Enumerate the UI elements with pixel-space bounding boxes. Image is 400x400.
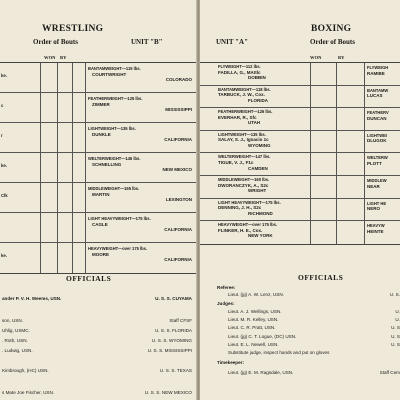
boxer-name: FLINKER, H. E., Cox. [218, 227, 263, 233]
boxer-entry [218, 177, 306, 194]
boxer-entry [218, 132, 306, 149]
column-divider [364, 86, 365, 108]
boxer-ship: DOBBIN [248, 75, 266, 81]
column-divider [57, 93, 58, 122]
column-divider [40, 93, 41, 122]
weight-class: WELTERWEIGHT—147 lbs. [218, 154, 271, 160]
column-divider [85, 213, 86, 242]
column-divider [336, 199, 337, 221]
column-divider [336, 63, 337, 85]
wrestler-entry [88, 66, 192, 83]
official-name: Lieut. M. R. Kelley, USN. [228, 317, 279, 322]
column-divider [310, 199, 311, 221]
boxing-bout-row [200, 108, 400, 131]
official-name: Uhlig, USMC. [2, 328, 30, 333]
official-name: Substitute judge, inspect hands and put on gloves [228, 350, 330, 355]
boxer-name: SALAY, S. J., Ignacio 1c [218, 137, 269, 143]
weight-class: LIGHTWEIGHT—135 lbs. [218, 131, 266, 137]
opponent-weight-class: MIDDLEW [367, 177, 387, 183]
boxing-bout-row [200, 199, 400, 222]
column-divider [364, 63, 365, 85]
boxing-bout-row [200, 153, 400, 176]
boxer-name: DWORANCZYK, A., S2c [218, 182, 269, 188]
boxing-subtitle: Order of Bouts [310, 38, 355, 46]
official-name: son, USN. [2, 318, 23, 323]
clipped-opponent-name: c [1, 103, 4, 108]
column-divider [336, 176, 337, 198]
ship-name: CALIFORNIA [164, 137, 192, 143]
column-divider [85, 153, 86, 182]
opponent-entry-clipped [367, 88, 388, 99]
won-column-header: WON [310, 55, 322, 60]
official-line [2, 318, 192, 323]
wrestling-officials-title: OFFICIALS [66, 274, 112, 283]
official-name: ander P. V. H. Weems, USN. [2, 296, 62, 301]
official-ship: U. S. S. TEXAS [159, 368, 192, 373]
wrestler-name: MOORE [92, 251, 110, 257]
wrestler-entry [88, 96, 192, 113]
ship-name: NEW MEXICO [162, 167, 192, 173]
official-name: Lieut. (jg) A. W. Lenz, USN. [228, 292, 284, 297]
opponent-name: NERO [367, 206, 381, 212]
opponent-name: DUNCAN [367, 115, 387, 121]
weight-class: LIGHTWEIGHT—135 lbs. [88, 126, 136, 131]
official-ship: U. S. S. CUYAMA [155, 296, 192, 301]
ship-name: CALIFORNIA [164, 227, 192, 233]
column-divider [310, 153, 311, 175]
weight-class: BANTAMWEIGHT—118 lbs. [218, 86, 271, 92]
boxer-entry [218, 200, 306, 217]
opponent-entry-clipped [367, 65, 388, 76]
opponent-weight-class: LIGHTWEI [367, 132, 388, 138]
official-ship: Staff CFSF [169, 318, 192, 323]
boxing-officials-title: OFFICIALS [298, 273, 344, 282]
weight-class: MIDDLEWEIGHT—160 lbs. [218, 176, 270, 182]
column-divider [364, 221, 365, 244]
official-role-heading [217, 301, 400, 306]
official-line [228, 292, 400, 297]
boxer-name: DENNING, J. H., S2c [218, 205, 262, 211]
column-divider [40, 213, 41, 242]
opponent-name: HEINTE [367, 228, 384, 234]
boxer-ship: CAMDEN [248, 165, 268, 171]
boxer-ship: NEW YORK [248, 233, 273, 239]
clipped-opponent-name: ke. [1, 163, 7, 168]
weight-class: BANTAMWEIGHT—115 lbs. [88, 66, 141, 71]
column-divider [57, 183, 58, 212]
column-divider [57, 243, 58, 273]
official-ship: U. S. S. MISSISSIPPI [147, 348, 192, 353]
weight-class: HEAVYWEIGHT—over 175 lbs. [88, 246, 148, 251]
opponent-weight-class: FEATHERV [367, 110, 389, 116]
by-column-header: BY [338, 55, 345, 60]
ship-name: CALIFORNIA [164, 257, 192, 263]
column-divider [40, 243, 41, 273]
wrestler-name: SCHNELLING [92, 161, 122, 167]
official-ship: U. [395, 309, 400, 314]
boxer-entry [218, 87, 306, 104]
wrestling-bout-row [0, 183, 196, 213]
column-divider [364, 153, 365, 175]
official-line [228, 325, 400, 330]
column-divider [310, 108, 311, 130]
boxer-entry [218, 64, 306, 81]
official-name: Kimbrough, (HC) USN. [2, 368, 49, 373]
official-ship: U. S [391, 325, 400, 330]
official-ship: U. S. [389, 292, 400, 297]
boxing-bout-row [200, 176, 400, 199]
column-divider [72, 123, 73, 152]
column-divider [40, 183, 41, 212]
column-divider [336, 153, 337, 175]
boxing-unit: UNIT "A" [216, 38, 248, 46]
boxing-bout-row [200, 86, 400, 109]
column-divider [336, 221, 337, 244]
wrestling-bout-row [0, 123, 196, 153]
wrestling-bout-row [0, 63, 196, 93]
clipped-opponent-name: ke. [1, 73, 7, 78]
column-divider [72, 93, 73, 122]
official-line [228, 309, 400, 314]
weight-class: LIGHT HEAVYWEIGHT—175 lbs. [88, 216, 151, 221]
boxing-bout-row [200, 221, 400, 244]
official-ship: Staff Cem [379, 370, 400, 375]
weight-class: FEATHERWEIGHT—125 lbs. [88, 96, 143, 101]
column-divider [85, 243, 86, 273]
column-divider [310, 176, 311, 198]
official-line [228, 342, 400, 347]
column-divider [336, 131, 337, 153]
official-line [2, 296, 192, 301]
column-divider [40, 153, 41, 182]
boxer-ship: UTAH [248, 120, 261, 126]
ship-name: LEXINGTON [165, 197, 192, 203]
official-line [228, 370, 400, 375]
boxing-page [200, 0, 400, 400]
wrestling-page [0, 0, 197, 400]
official-name: Judges: [217, 301, 235, 306]
wrestler-entry [88, 156, 192, 173]
wrestler-entry [88, 126, 192, 143]
opponent-weight-class: HEAVYW [367, 223, 385, 229]
official-name: Lieut. C. R. Pratt, USN. [228, 325, 276, 330]
boxer-entry [218, 109, 306, 126]
boxing-bout-row [200, 63, 400, 86]
clipped-opponent-name: r [1, 133, 3, 138]
boxer-name: TIGUE, V. J., F1c [218, 159, 254, 165]
won-column-header: WON [44, 55, 56, 60]
official-name: Timekeeper: [217, 360, 244, 365]
official-line [2, 338, 192, 343]
column-divider [40, 63, 41, 92]
official-name: . Roth, USN. [2, 338, 28, 343]
column-divider [310, 63, 311, 85]
boxer-entry [218, 222, 306, 239]
opponent-name: LUCAS [367, 93, 383, 99]
boxer-name: FADILLA, G., MAttlc [218, 69, 261, 75]
official-ship: U. S [391, 334, 400, 339]
opponent-entry-clipped [367, 155, 388, 166]
wrestler-entry [88, 186, 192, 203]
clipped-opponent-name: ke. [1, 253, 7, 258]
column-divider [310, 131, 311, 153]
official-line [2, 328, 192, 333]
column-divider [310, 221, 311, 244]
column-divider [72, 63, 73, 92]
official-name: Lieut. (jg) C. T. Logue, (DC) USN. [228, 334, 297, 339]
column-divider [72, 183, 73, 212]
opponent-weight-class: WELTERW [367, 155, 388, 161]
boxing-title: BOXING [311, 24, 352, 34]
official-line [228, 317, 400, 322]
official-name: . Ludwig, USN. [2, 348, 33, 353]
wrestler-name: COURTWRIGHT [92, 71, 127, 77]
wrestler-entry [88, 246, 192, 263]
official-line [2, 390, 192, 395]
weight-class: FEATHERWEIGHT—126 lbs. [218, 109, 273, 115]
column-divider [57, 123, 58, 152]
opponent-entry-clipped [367, 223, 385, 234]
wrestler-entry [88, 216, 192, 233]
opponent-weight-class: FLYWEIGH [367, 65, 389, 70]
wrestler-name: DUNKLE [92, 131, 111, 137]
official-line [228, 334, 400, 339]
column-divider [85, 123, 86, 152]
boxer-ship: WRIGHT [248, 188, 267, 194]
boxer-ship: FLORIDA [248, 97, 268, 103]
boxer-name: TARBUCK, J. W., Cox. [218, 92, 265, 98]
wrestling-subtitle: Order of Bouts [33, 38, 78, 46]
boxing-bouts-table [200, 62, 400, 245]
column-divider [72, 243, 73, 273]
clipped-opponent-name: Clk [1, 193, 8, 198]
opponent-entry-clipped [367, 201, 386, 212]
column-divider [72, 153, 73, 182]
opponent-name: PLOTT [367, 160, 382, 166]
official-name: Lieut. A. J. Wellings, USN. [228, 309, 282, 314]
opponent-name: RAMIBE [367, 70, 385, 76]
official-name: Referee: [217, 285, 236, 290]
official-role-heading [217, 285, 400, 290]
opponent-weight-class: BANTAMW [367, 87, 389, 93]
opponent-entry-clipped [367, 110, 389, 121]
column-divider [364, 199, 365, 221]
opponent-name: DLUGOK [367, 138, 387, 144]
weight-class: LIGHT HEAVYWEIGHT—175 lbs. [218, 199, 281, 205]
column-divider [40, 123, 41, 152]
wrestling-bouts-table [0, 62, 196, 274]
column-divider [72, 213, 73, 242]
opponent-entry-clipped [367, 178, 387, 189]
official-name: Lieut. (jg) E. M. Ragsdale, USN. [228, 370, 294, 375]
column-divider [310, 86, 311, 108]
opponent-weight-class: LIGHT HE [367, 200, 387, 206]
wrestler-name: MARTIN [92, 191, 110, 197]
ship-name: MISSISSIPPI [165, 107, 192, 113]
column-divider [364, 176, 365, 198]
boxer-ship: WYOMING [248, 142, 271, 148]
official-line [228, 350, 400, 355]
weight-class: WELTERWEIGHT—145 lbs. [88, 156, 141, 161]
wrestling-title: WRESTLING [42, 24, 104, 34]
wrestling-bout-row [0, 213, 196, 243]
official-ship: U. S. S. WYOMING [151, 338, 192, 343]
official-line [2, 348, 192, 353]
column-divider [85, 93, 86, 122]
weight-class: MIDDLEWEIGHT—155 lbs. [88, 186, 140, 191]
wrestler-name: ZIMMER [92, 101, 110, 107]
column-divider [85, 63, 86, 92]
column-divider [57, 153, 58, 182]
wrestling-bout-row [0, 153, 196, 183]
official-ship: U. S. S. NEW MEXICO [144, 390, 192, 395]
boxer-entry [218, 154, 306, 171]
column-divider [364, 108, 365, 130]
ship-name: COLORADO [165, 77, 192, 83]
column-divider [85, 183, 86, 212]
official-line [2, 368, 192, 373]
column-divider [57, 213, 58, 242]
column-divider [336, 86, 337, 108]
wrestling-bout-row [0, 243, 196, 273]
wrestling-unit: UNIT "B" [131, 38, 163, 46]
official-ship: U. [395, 317, 400, 322]
official-ship: U. S [391, 342, 400, 347]
weight-class: FLYWEIGHT—112 lbs. [218, 64, 261, 69]
official-name: s Mate Joe Fischer, USN. [2, 390, 55, 395]
column-divider [364, 131, 365, 153]
wrestler-name: CAGLE [92, 221, 108, 227]
column-divider [57, 63, 58, 92]
official-role-heading [217, 360, 400, 365]
boxer-name: EVERHAR, R., Sfc [218, 114, 257, 120]
official-ship: U. S. S. FLORIDA [154, 328, 192, 333]
weight-class: HEAVYWEIGHT—over 175 lbs. [218, 222, 278, 228]
boxing-bout-row [200, 131, 400, 154]
opponent-entry-clipped [367, 133, 387, 144]
column-divider [336, 108, 337, 130]
by-column-header: BY [60, 55, 67, 60]
boxer-ship: RICHMOND [248, 210, 273, 216]
opponent-name: NEAR [367, 183, 380, 189]
official-name: Lieut. E. L. Newell, USN. [228, 342, 279, 347]
wrestling-bout-row [0, 93, 196, 123]
